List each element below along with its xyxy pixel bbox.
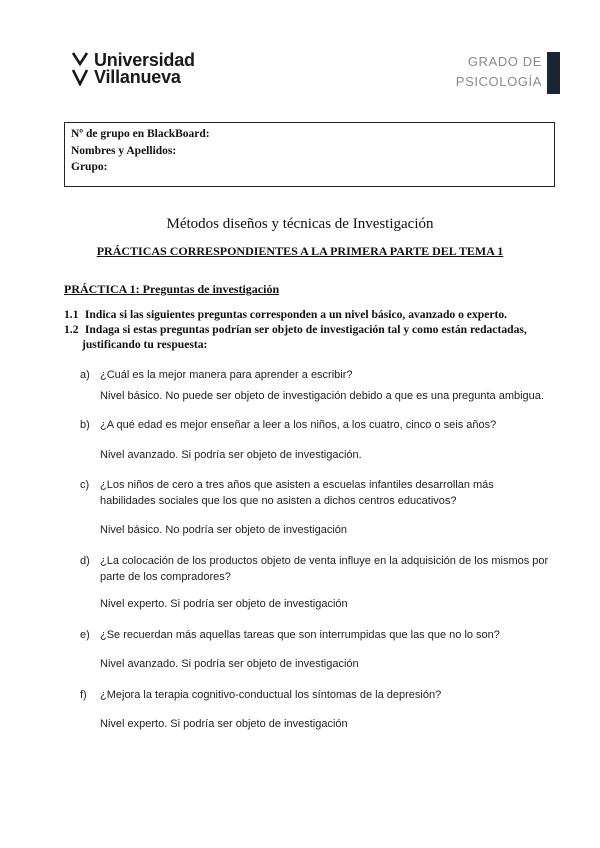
question-a bbox=[80, 368, 550, 384]
page-title: Métodos diseños y técnicas de Investigación bbox=[166, 216, 434, 232]
page-subtitle: PRÁCTICAS CORRESPONDIENTES A LA PRIMERA PARTE DEL TEMA 1 bbox=[96, 244, 504, 258]
question-text: ¿Los niños de cero a tres años que asisten a escuelas infantiles desarrollan más habilidades sociales que los que no asisten a dichos centros educativos? bbox=[100, 479, 494, 507]
question-b bbox=[80, 418, 550, 434]
university-name bbox=[94, 52, 195, 86]
student-info-box bbox=[64, 122, 555, 187]
instruction-2 bbox=[64, 323, 527, 352]
group-number-label: Nº de grupo en BlackBoard: bbox=[71, 128, 210, 140]
question-letter: b) bbox=[80, 419, 90, 431]
question-letter: d) bbox=[80, 555, 90, 567]
answer-b: Nivel avanzado. Si podría ser objeto de investigación. bbox=[100, 449, 362, 461]
question-letter: e) bbox=[80, 629, 90, 641]
names-label: Nombres y Apellidos: bbox=[71, 144, 177, 157]
question-text: ¿A qué edad es mejor enseñar a leer a los niños, a los cuatro, cinco o seis años? bbox=[100, 419, 497, 431]
university-name-line1: Universidad bbox=[94, 50, 195, 70]
degree-label bbox=[456, 52, 542, 92]
instruction-1 bbox=[64, 308, 507, 323]
question-f bbox=[80, 688, 550, 704]
practice-heading: PRÁCTICA 1: Preguntas de investigación bbox=[64, 282, 280, 296]
answer-d: Nivel experto. Si podría ser objeto de investigación bbox=[100, 598, 348, 610]
answer-f: Nivel experto. Si podría ser objeto de investigación bbox=[100, 718, 348, 730]
question-letter: a) bbox=[80, 369, 90, 381]
question-text: ¿Mejora la terapia cognitivo-conductual los síntomas de la depresión? bbox=[100, 689, 442, 701]
answer-c: Nivel básico. No podría ser objeto de investigación bbox=[100, 524, 348, 536]
question-text: ¿Cuál es la mejor manera para aprender a escribir? bbox=[100, 369, 353, 381]
question-d bbox=[80, 554, 550, 585]
degree-label-line1: GRADO DE bbox=[467, 54, 542, 69]
question-text: ¿La colocación de los productos objeto de venta influye en la adquisición de los mismos por parte de los compradores? bbox=[100, 555, 549, 583]
instruction-text-continued: justificando tu respuesta: bbox=[82, 337, 208, 351]
instruction-text: Indica si las siguientes preguntas corresponden a un nivel básico, avanzado o experto. bbox=[84, 308, 508, 321]
answer-a: Nivel básico. No puede ser objeto de investigación debido a que es una pregunta ambigua. bbox=[100, 390, 544, 402]
group-label: Grupo: bbox=[71, 161, 108, 173]
question-e bbox=[80, 628, 550, 644]
instruction-text: Indaga si estas preguntas podrían ser objeto de investigación tal y como están redactadas, bbox=[84, 323, 527, 336]
answer-e: Nivel avanzado. Si podría ser objeto de investigación bbox=[100, 658, 359, 670]
university-name-line2: Villanueva bbox=[94, 67, 181, 87]
instruction-number: 1.1 bbox=[64, 308, 79, 321]
university-logo bbox=[72, 52, 195, 86]
question-text: ¿Se recuerdan más aquellas tareas que son interrumpidas que las que no lo son? bbox=[100, 629, 500, 641]
degree-accent-bar bbox=[547, 52, 560, 94]
university-logo-icon bbox=[72, 52, 88, 86]
question-letter: c) bbox=[80, 479, 90, 491]
instruction-number: 1.2 bbox=[64, 323, 79, 336]
question-letter: f) bbox=[80, 689, 87, 701]
question-c bbox=[80, 478, 550, 509]
degree-label-line2: PSICOLOGÍA bbox=[455, 74, 542, 89]
